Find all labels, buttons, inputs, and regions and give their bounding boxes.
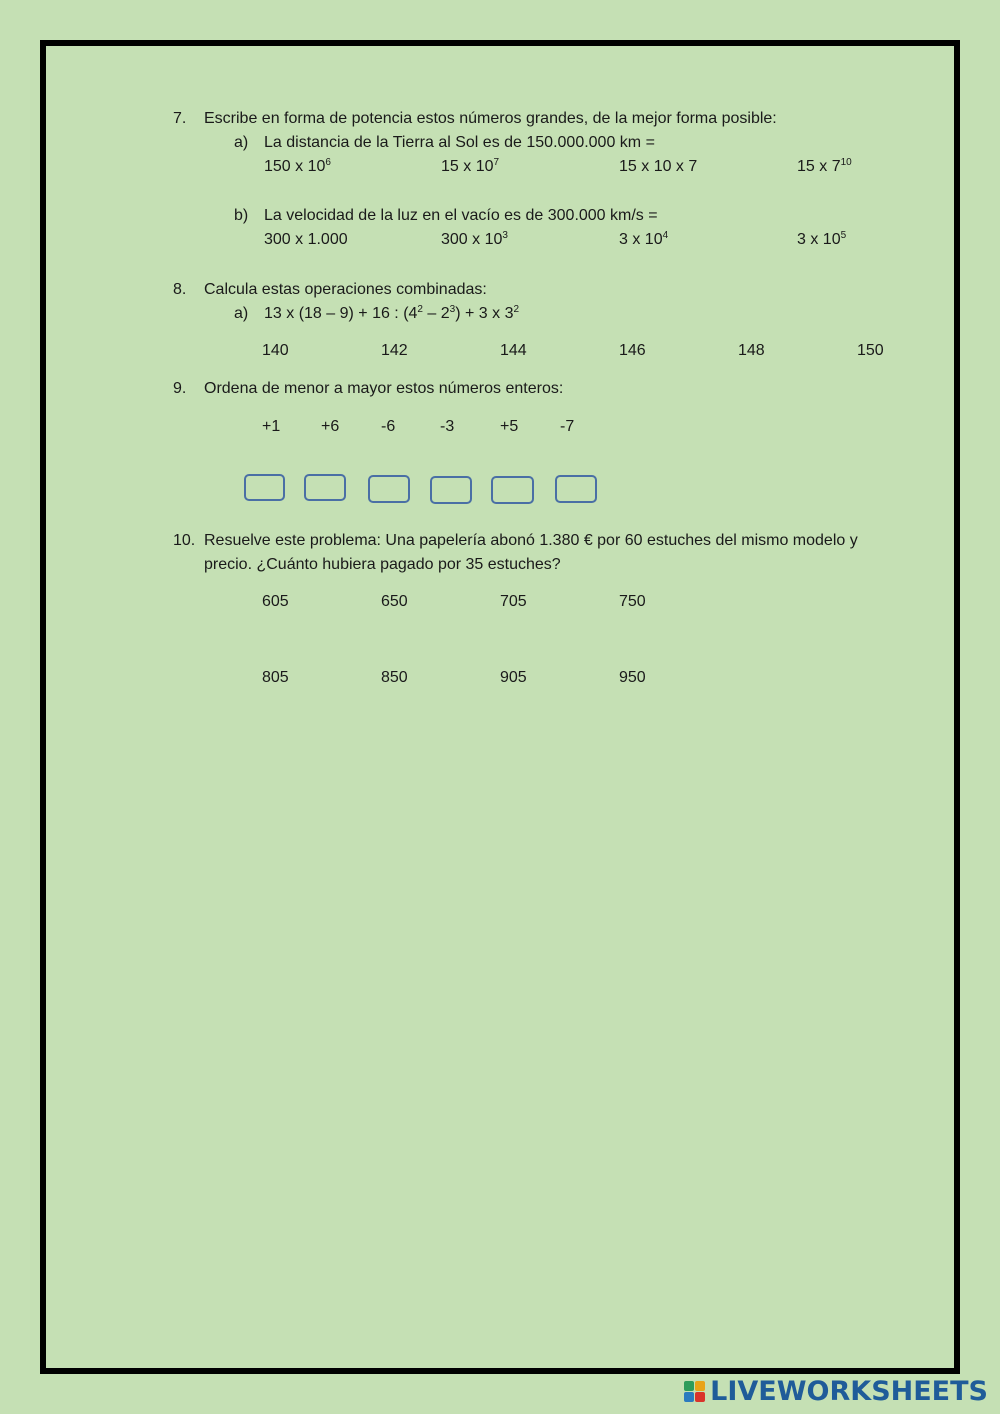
q7a-option-3[interactable]: 15 x 10 x 7 (619, 158, 698, 175)
q8a-option-1[interactable]: 140 (262, 342, 289, 359)
q7a-letter: a) (234, 134, 249, 151)
q8-prompt: Calcula estas operaciones combinadas: (204, 281, 487, 298)
q7-number: 7. (173, 110, 187, 127)
q10-number: 10. (173, 532, 196, 549)
q7a-prompt: La distancia de la Tierra al Sol es de 150.000.000 km = (264, 134, 655, 151)
logo-blocks-icon (684, 1381, 705, 1402)
q9-answer-box-4[interactable] (430, 476, 472, 504)
q10-option-1[interactable]: 605 (262, 593, 289, 610)
q7b-prompt: La velocidad de la luz en el vacío es de 300.000 km/s = (264, 207, 658, 224)
q10-option-6[interactable]: 850 (381, 669, 408, 686)
q9-answer-box-1[interactable] (244, 474, 285, 501)
q10-option-5[interactable]: 805 (262, 669, 289, 686)
q9-answer-box-5[interactable] (491, 476, 534, 504)
q9-prompt: Ordena de menor a mayor estos números enteros: (204, 380, 564, 397)
q8-number: 8. (173, 281, 187, 298)
q7a-option-4[interactable]: 15 x $7^{10}$ (797, 157, 852, 175)
q10-option-8[interactable]: 950 (619, 669, 646, 686)
q9-number: 9. (173, 380, 187, 397)
q10-prompt-line1: Resuelve este problema: Una papelería abonó 1.380 € por 60 estuches del mismo modelo y (204, 532, 858, 549)
q9-answer-box-2[interactable] (304, 474, 346, 501)
q8a-option-4[interactable]: 146 (619, 342, 646, 359)
q10-option-7[interactable]: 905 (500, 669, 527, 686)
q9-integer-1: +1 (262, 418, 281, 435)
q8a-option-2[interactable]: 142 (381, 342, 408, 359)
q7a-option-2[interactable]: 15 x $10^7$ (441, 157, 500, 175)
q8a-option-5[interactable]: 148 (738, 342, 765, 359)
q7b-letter: b) (234, 207, 249, 224)
q9-integer-2: +6 (321, 418, 340, 435)
q7b-option-2[interactable]: 300 x $10^3$ (441, 230, 508, 248)
q10-option-4[interactable]: 750 (619, 593, 646, 610)
q7a-option-1[interactable]: 150 x $10^6$ (264, 157, 331, 175)
brand-name: LIVEWORKSHEETS (710, 1376, 988, 1407)
q7b-option-1[interactable]: 300 x 1.000 (264, 231, 348, 248)
q9-integer-5: +5 (500, 418, 519, 435)
q8a-letter: a) (234, 305, 249, 322)
q8a-option-3[interactable]: 144 (500, 342, 527, 359)
q8a-expression: 13 x (18 – 9) + 16 : $(4^2 - 2^3) + 3$ x $3^2$ (264, 304, 520, 322)
q10-option-3[interactable]: 705 (500, 593, 527, 610)
q10-prompt-line2: precio. ¿Cuánto hubiera pagado por 35 estuches? (204, 556, 561, 573)
q8a-option-6[interactable]: 150 (857, 342, 884, 359)
q9-integer-6: -7 (560, 418, 575, 435)
q10-option-2[interactable]: 650 (381, 593, 408, 610)
q9-integer-3: -6 (381, 418, 396, 435)
q9-integer-4: -3 (440, 418, 455, 435)
q9-answer-box-6[interactable] (555, 475, 597, 503)
q7b-option-3[interactable]: 3 x $10^4$ (619, 230, 669, 248)
q7b-option-4[interactable]: 3 x $10^5$ (797, 230, 847, 248)
liveworksheets-logo (684, 1376, 988, 1407)
q9-answer-box-3[interactable] (368, 475, 410, 503)
q7-prompt: Escribe en forma de potencia estos números grandes, de la mejor forma posible: (204, 110, 777, 127)
